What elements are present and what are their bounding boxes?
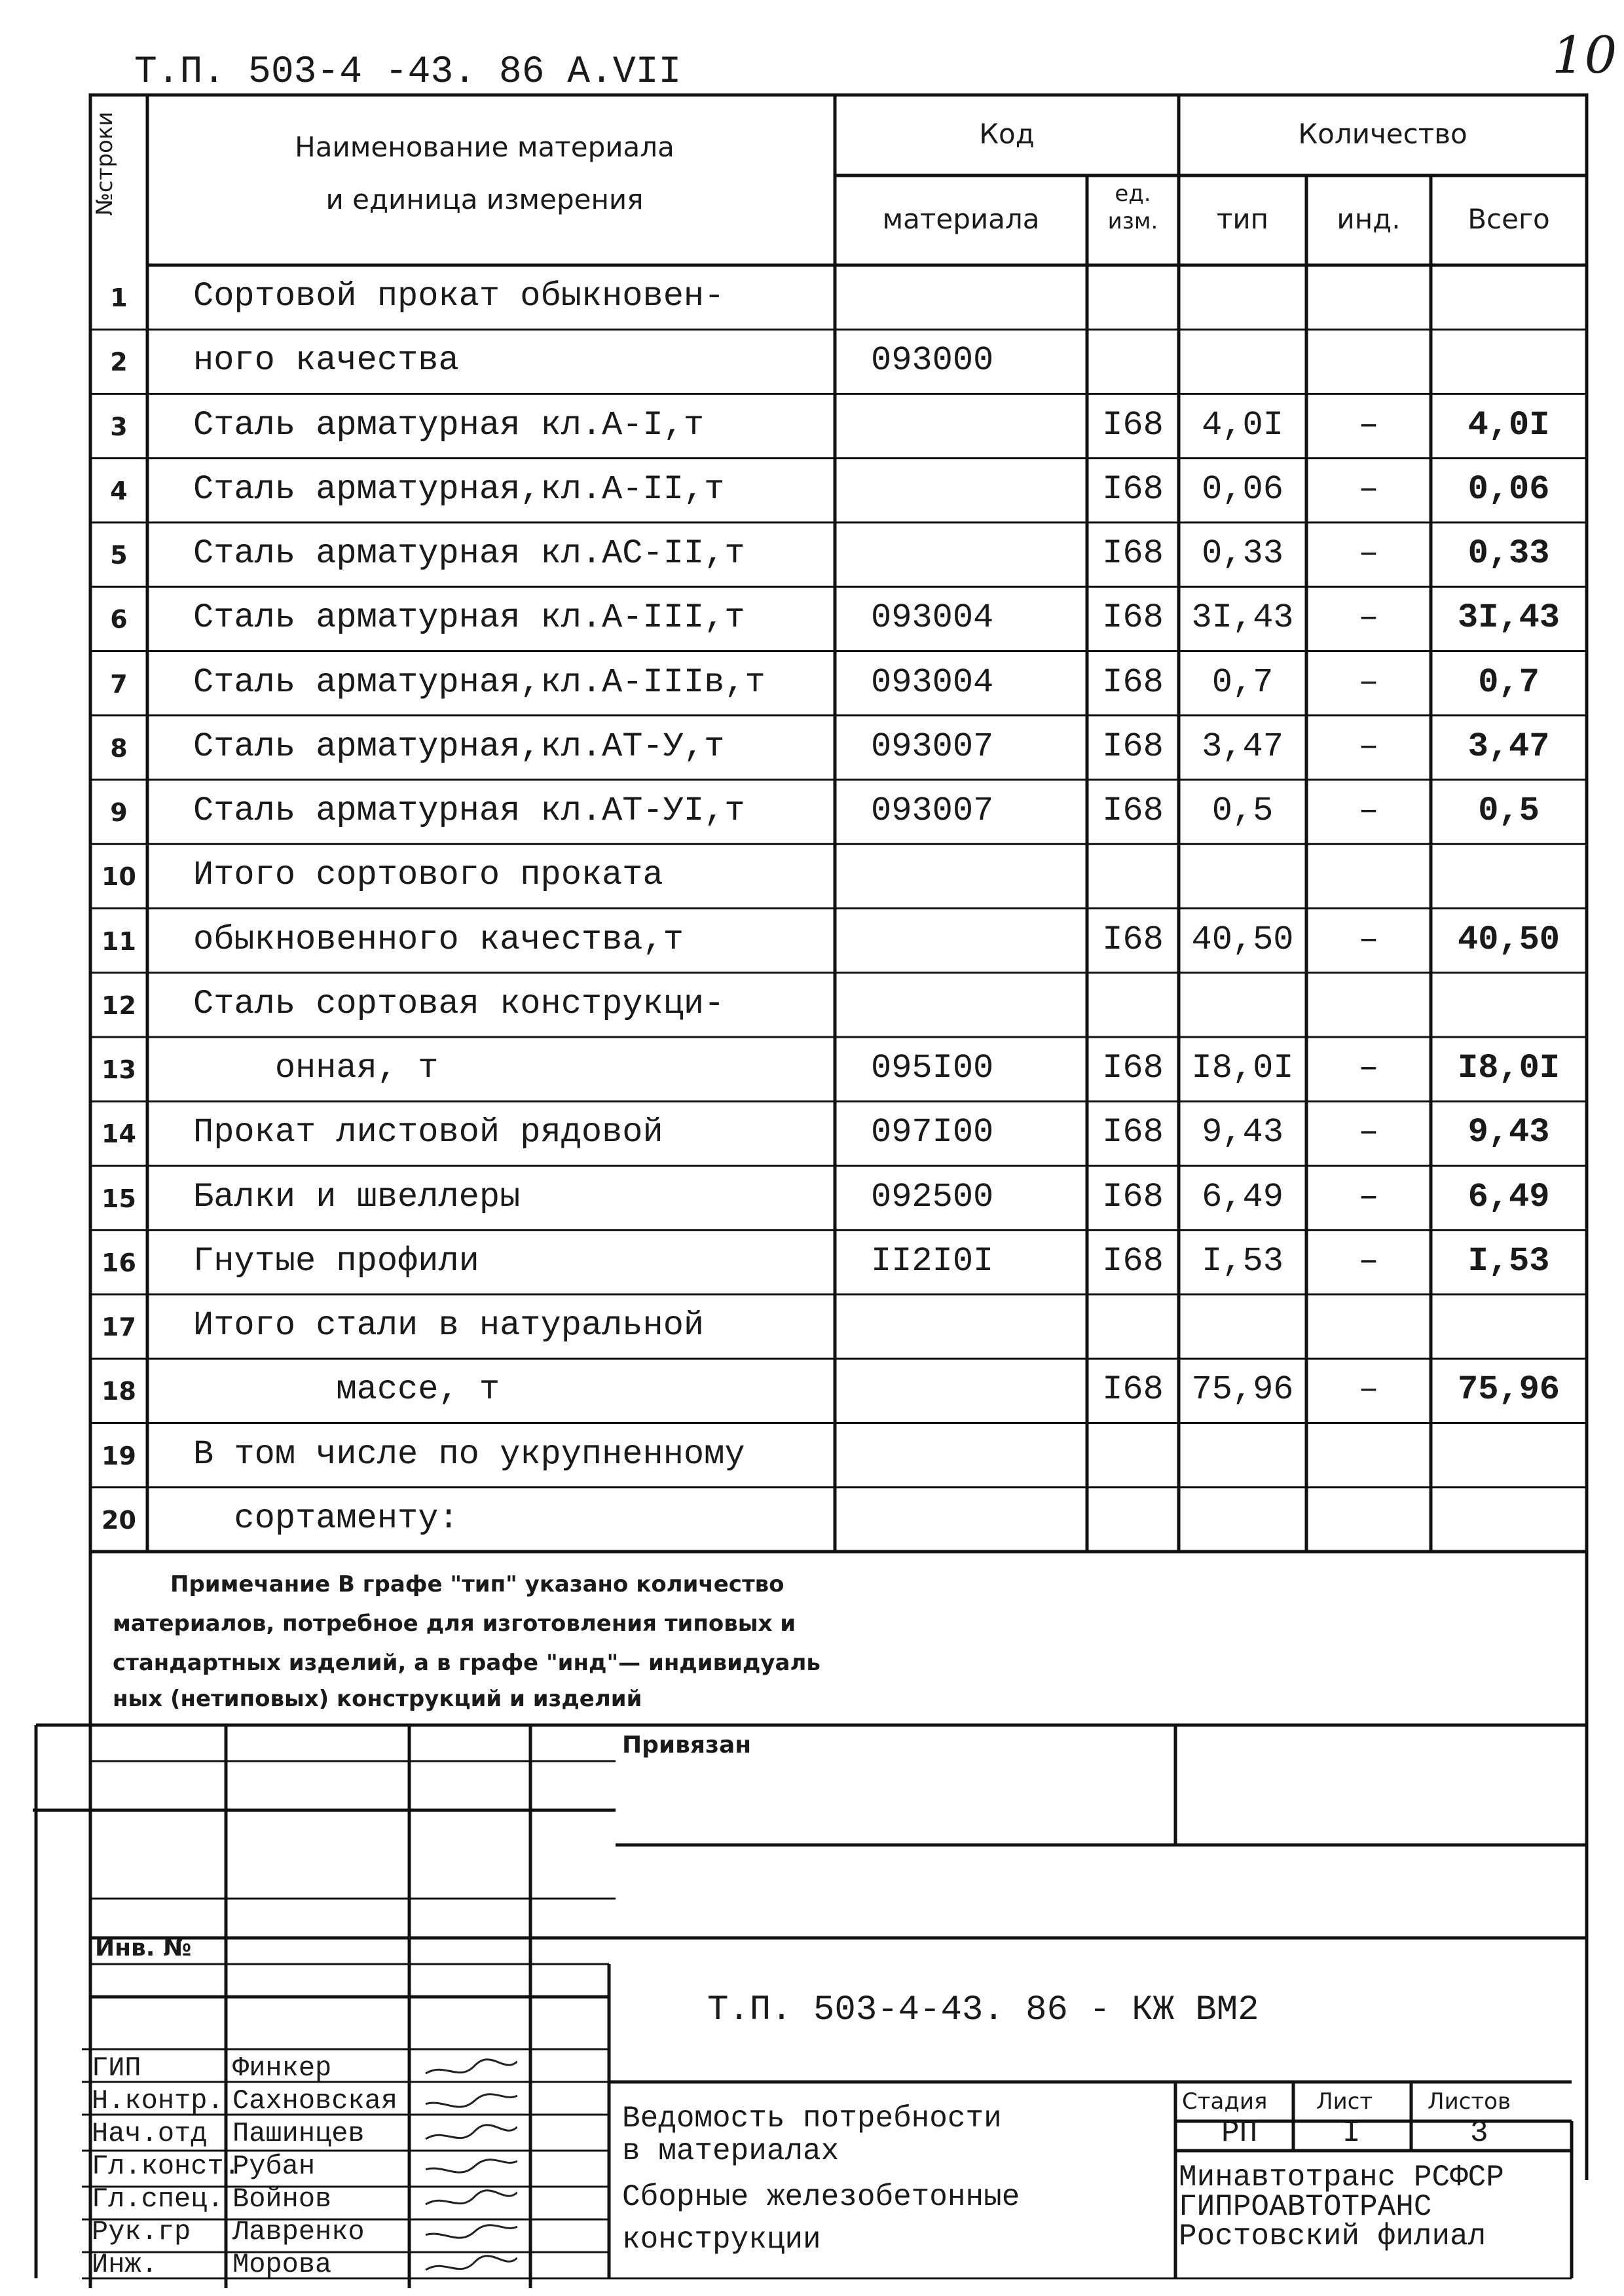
- unit-code: I68: [1102, 1370, 1164, 1410]
- qty-ind: –: [1358, 1113, 1379, 1152]
- signatory-role: Нач.отд: [92, 2118, 208, 2149]
- qty-total: 0,7: [1478, 663, 1540, 702]
- quantity-header: Количество: [1298, 118, 1467, 150]
- material-name: Сталь арматурная кл.АТ-УI,т: [193, 792, 745, 830]
- row-number: 3: [110, 412, 128, 441]
- material-code: 095I00: [871, 1049, 994, 1087]
- qty-total: 0,06: [1467, 469, 1550, 509]
- signatory-role: Н.контр.: [92, 2085, 224, 2117]
- material-name: Сортовой прокат обыкновен-: [193, 277, 725, 316]
- row-number: 2: [110, 348, 128, 377]
- row-number: 4: [110, 476, 128, 505]
- row-number: 8: [110, 733, 128, 763]
- unit-code: I68: [1102, 534, 1164, 573]
- unit-code: I68: [1102, 792, 1164, 830]
- unit-code: I68: [1102, 1113, 1164, 1152]
- row-number: 14: [101, 1120, 136, 1149]
- qty-ind: –: [1358, 663, 1379, 702]
- row-number: 5: [110, 541, 128, 570]
- material-code: 093007: [871, 727, 994, 766]
- material-name: Итого стали в натуральной: [193, 1306, 705, 1345]
- row-number: 6: [110, 605, 128, 634]
- qty-ind: –: [1358, 1177, 1379, 1216]
- code-material-header: материала: [882, 203, 1040, 235]
- row-number: 13: [101, 1055, 136, 1084]
- material-code: 093007: [871, 792, 994, 830]
- material-name: Сталь арматурная кл.А-III,т: [193, 598, 745, 638]
- organization-line-3: Ростовский филиал: [1179, 2219, 1486, 2253]
- qty-type: 75,96: [1191, 1370, 1294, 1410]
- qty-ind: –: [1358, 727, 1379, 766]
- inventory-number-label: Инв. №: [95, 1935, 192, 1961]
- unit-code: I68: [1102, 1049, 1164, 1087]
- signature-scribble: [419, 2214, 517, 2250]
- row-number: 11: [101, 926, 136, 956]
- signature-scribble: [419, 2115, 517, 2151]
- signatory-role: Рук.гр: [92, 2216, 191, 2248]
- material-name: массе, т: [193, 1370, 500, 1410]
- row-number: 17: [101, 1313, 136, 1341]
- doc-name-line-1: Ведомость потребности: [622, 2102, 1002, 2136]
- qty-type: 3I,43: [1191, 598, 1294, 638]
- qty-ind: –: [1358, 1049, 1379, 1087]
- material-name: Сталь арматурная кл.А-I,т: [193, 405, 705, 445]
- material-name: Балки и швеллеры: [193, 1177, 521, 1216]
- unit-code: I68: [1102, 1241, 1164, 1281]
- stage-label: Стадия: [1182, 2088, 1268, 2115]
- signatory-name: Морова: [232, 2249, 332, 2280]
- signatory-role: Гл.конст.: [92, 2151, 240, 2182]
- material-name: В том числе по укрупненному: [193, 1434, 745, 1474]
- note-line-1: Примечание В графе "тип" указано количество: [170, 1571, 784, 1597]
- signature-scribble: [419, 2181, 517, 2217]
- material-name: сортаменту:: [193, 1499, 459, 1538]
- unit-code: I68: [1102, 727, 1164, 766]
- qty-total-header: Всего: [1467, 203, 1550, 235]
- material-name: Прокат листовой рядовой: [193, 1113, 663, 1152]
- code-unit-header: ед. изм.: [1107, 181, 1158, 234]
- note-line-3: стандартных изделий, а в графе "инд"— индивидуаль: [113, 1650, 821, 1676]
- unit-code: I68: [1102, 663, 1164, 702]
- qty-type: I8,0I: [1191, 1049, 1294, 1087]
- row-number: 16: [101, 1248, 136, 1277]
- qty-type: 0,5: [1211, 792, 1274, 830]
- qty-total: I8,0I: [1457, 1049, 1560, 1087]
- signatory-role: Инж.: [92, 2249, 158, 2280]
- qty-type-header: тип: [1216, 203, 1269, 235]
- qty-ind-header: инд.: [1337, 203, 1401, 235]
- qty-ind: –: [1358, 534, 1379, 573]
- doc-name-line-2: в материалах: [622, 2134, 840, 2168]
- stage-value: РП: [1221, 2116, 1258, 2150]
- signatory-name: Финкер: [232, 2052, 332, 2084]
- qty-ind: –: [1358, 469, 1379, 509]
- doc-name-line-4: конструкции: [622, 2223, 821, 2257]
- qty-total: 0,5: [1478, 792, 1540, 830]
- name-header-line2: и единица измерения: [325, 183, 644, 215]
- signatory-name: Сахновская: [232, 2085, 398, 2117]
- signatory-role: Гл.спец.: [92, 2183, 224, 2215]
- material-name: Сталь арматурная,кл.АТ-У,т: [193, 727, 725, 766]
- qty-total: 4,0I: [1467, 405, 1550, 445]
- privyazan-label: Привязан: [622, 1732, 752, 1758]
- material-code: 093004: [871, 663, 994, 702]
- signature-scribble: [419, 2148, 517, 2184]
- signatory-name: Войнов: [232, 2183, 332, 2215]
- signatory-name: Пашинцев: [232, 2118, 365, 2149]
- material-name: обыкновенного качества,т: [193, 920, 684, 959]
- signature-scribble: [419, 2083, 517, 2119]
- qty-ind: –: [1358, 1370, 1379, 1410]
- row-number-header: №строки: [92, 111, 118, 216]
- qty-ind: –: [1358, 792, 1379, 830]
- code-header: Код: [979, 118, 1035, 150]
- signatory-name: Рубан: [232, 2151, 316, 2182]
- material-name: ного качества: [193, 341, 459, 380]
- material-name: Сталь сортовая конструкци-: [193, 984, 725, 1023]
- row-number: 20: [101, 1505, 136, 1535]
- qty-type: 40,50: [1191, 920, 1294, 959]
- organization-line-2: ГИПРОАВТОТРАНС: [1179, 2190, 1432, 2224]
- document-code: Т.П. 503-4 -43. 86 А.VII: [134, 51, 682, 94]
- qty-type: 3,47: [1202, 727, 1283, 766]
- qty-total: 40,50: [1457, 920, 1560, 959]
- unit-code: I68: [1102, 1177, 1164, 1216]
- signatory-role: ГИП: [92, 2052, 141, 2084]
- signatory-name: Лавренко: [232, 2216, 365, 2248]
- unit-code: I68: [1102, 598, 1164, 638]
- row-number: 9: [110, 798, 128, 827]
- qty-ind: –: [1358, 598, 1379, 638]
- qty-type: 0,7: [1211, 663, 1274, 702]
- qty-ind: –: [1358, 405, 1379, 445]
- material-name: онная, т: [193, 1049, 439, 1087]
- material-code: II2I0I: [871, 1241, 994, 1281]
- qty-total: 3I,43: [1457, 598, 1560, 638]
- qty-total: 6,49: [1467, 1177, 1550, 1216]
- material-name: Сталь арматурная,кл.А-II,т: [193, 469, 725, 509]
- qty-ind: –: [1358, 920, 1379, 959]
- qty-total: I,53: [1467, 1241, 1550, 1281]
- material-code: 093000: [871, 341, 994, 380]
- unit-code: I68: [1102, 405, 1164, 445]
- material-code: 092500: [871, 1177, 994, 1216]
- sheet-label: Лист: [1316, 2088, 1373, 2115]
- qty-type: 4,0I: [1202, 405, 1283, 445]
- row-number: 15: [101, 1184, 136, 1213]
- sheet-mark: 10: [1552, 26, 1617, 85]
- row-number: 1: [110, 283, 128, 312]
- doc-name-line-3: Сборные железобетонные: [622, 2180, 1020, 2214]
- material-code: 097I00: [871, 1113, 994, 1152]
- qty-type: 0,33: [1202, 534, 1283, 573]
- row-number: 10: [101, 862, 136, 892]
- qty-total: 3,47: [1467, 727, 1550, 766]
- signature-scribble: [419, 2050, 517, 2086]
- qty-total: 9,43: [1467, 1113, 1550, 1152]
- material-name: Сталь арматурная,кл.А-IIIв,т: [193, 663, 766, 702]
- document-designation: Т.П. 503-4-43. 86 - КЖ ВМ2: [707, 1990, 1259, 2030]
- unit-code: I68: [1102, 920, 1164, 959]
- note-line-2: материалов, потребное для изготовления типовых и: [113, 1611, 796, 1637]
- name-header-line1: Наименование материала: [295, 131, 674, 163]
- qty-type: I,53: [1202, 1241, 1283, 1281]
- material-name: Сталь арматурная кл.АС-II,т: [193, 534, 745, 573]
- qty-type: 9,43: [1202, 1113, 1283, 1152]
- sheets-label: Листов: [1428, 2088, 1511, 2115]
- material-name: Гнутые профили: [193, 1241, 479, 1281]
- organization-line-1: Минавтотранс РСФСР: [1179, 2160, 1504, 2195]
- row-number: 19: [101, 1441, 136, 1470]
- qty-total: 0,33: [1467, 534, 1550, 573]
- qty-type: 6,49: [1202, 1177, 1283, 1216]
- qty-ind: –: [1358, 1241, 1379, 1281]
- material-name: Итого сортового проката: [193, 856, 663, 895]
- sheet-value: I: [1342, 2116, 1361, 2150]
- row-number: 7: [110, 669, 128, 699]
- sheets-value: 3: [1470, 2116, 1488, 2150]
- row-number: 18: [101, 1377, 136, 1406]
- material-code: 093004: [871, 598, 994, 638]
- signature-scribble: [419, 2246, 517, 2282]
- qty-type: 0,06: [1202, 469, 1283, 509]
- unit-code: I68: [1102, 469, 1164, 509]
- note-line-4: ных (нетиповых) конструкций и изделий: [113, 1686, 642, 1712]
- row-number: 12: [101, 991, 136, 1020]
- qty-total: 75,96: [1457, 1370, 1560, 1410]
